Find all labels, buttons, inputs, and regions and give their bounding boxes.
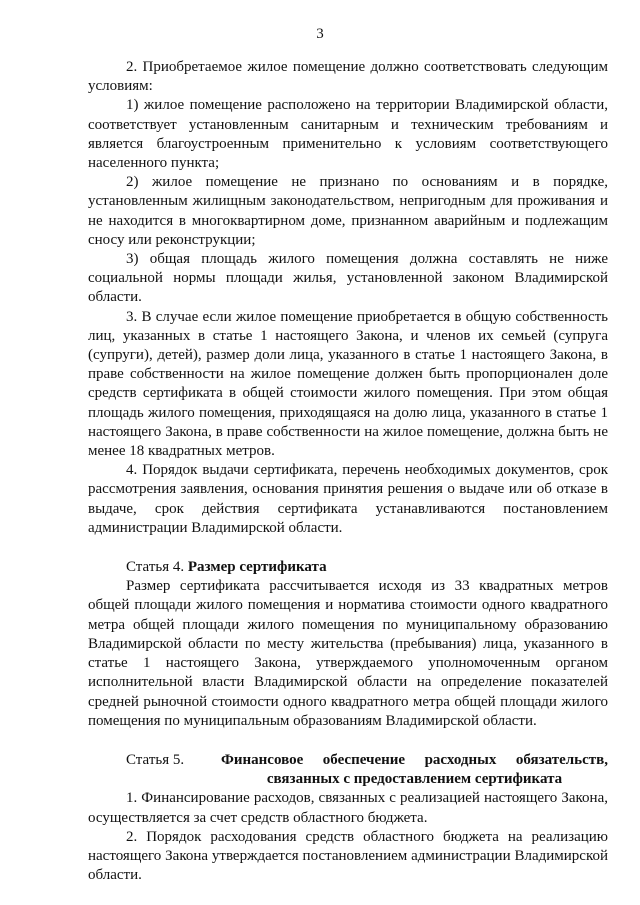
- article-5-title: Финансовое обеспечение расходных обязательств, связанных с предоставлением сертификата: [221, 751, 608, 788]
- article-5-heading: [88, 751, 608, 789]
- paragraph-2-item-3: 3) общая площадь жилого помещения должна составлять не ниже социальной нормы площади жилья, установленной законом Владимирской области.: [88, 251, 608, 306]
- article-5-label: Статья 5.: [126, 751, 185, 768]
- article-5-paragraph-1: 1. Финансирование расходов, связанных с реализацией настоящего Закона, осуществляется за счет средств областного бюджета.: [88, 790, 608, 826]
- article-5-paragraph-2: 2. Порядок расходования средств областного бюджета на реализацию настоящего Закона утверждается постановлением администрации Владимирской области.: [88, 828, 608, 884]
- paragraph-2-item-1: 1) жилое помещение расположено на территории Владимирской области, соответствует установленным санитарным и техническим требованиям и является благоустроенным применительно к условиям соответствующего населенного пункта;: [88, 97, 608, 172]
- article-4-label: Статья 4.: [126, 559, 188, 576]
- paragraph-2-item-2: 2) жилое помещение не признано по основаниям и в порядке, установленным жилищным законодательством, непригодным для проживания и не находится в многоквартирном доме, признанном аварийным и подлежащим сносу или реконструкции;: [88, 174, 608, 248]
- document-body: [88, 58, 608, 885]
- page-number: 3: [316, 26, 324, 42]
- article-4-title: Размер сертификата: [187, 559, 327, 576]
- paragraph-4: 4. Порядок выдачи сертификата, перечень необходимых документов, срок рассмотрения заявления, основания принятия решения о выдаче или об отказе в выдаче, срок действия сертификата устанавливаются постановлением администрации Владимирской области.: [88, 462, 608, 536]
- article-4-heading: [88, 558, 608, 577]
- paragraph-2: 2. Приобретаемое жилое помещение должно соответствовать следующим условиям:: [88, 59, 608, 95]
- paragraph-3: 3. В случае если жилое помещение приобретается в общую собственность лиц, указанных в статье 1 настоящего Закона, и членов их семьей (супруга (супруги), детей), размер доли лица, указанного в статье 1 настоящего Закона, в праве собственности на жилое помещение должен быть пропорционален доле средств сертификата в общей стоимости жилого помещения. При этом общая площадь жилого помещения, приходящаяся на долю лица, указанного в статье 1 настоящего Закона, в праве собственности на жилое помещение, должна быть не менее 18 квадратных метров.: [88, 308, 608, 460]
- article-4-body: Размер сертификата рассчитывается исходя из 33 квадратных метров общей площади жилого помещения и норматива стоимости одного квадратного метра общей площади жилого помещения по муниципальному образованию Владимирской области по месту жительства (пребывания) лица, указанного в статье 1 настоящего Закона, утверждаемого уполномоченным органом исполнительной власти Владимирской области на определение показателей средней рыночной стоимости одного квадратного метра общей площади жилого помещения по муниципальным образованиям Владимирской области.: [88, 578, 608, 729]
